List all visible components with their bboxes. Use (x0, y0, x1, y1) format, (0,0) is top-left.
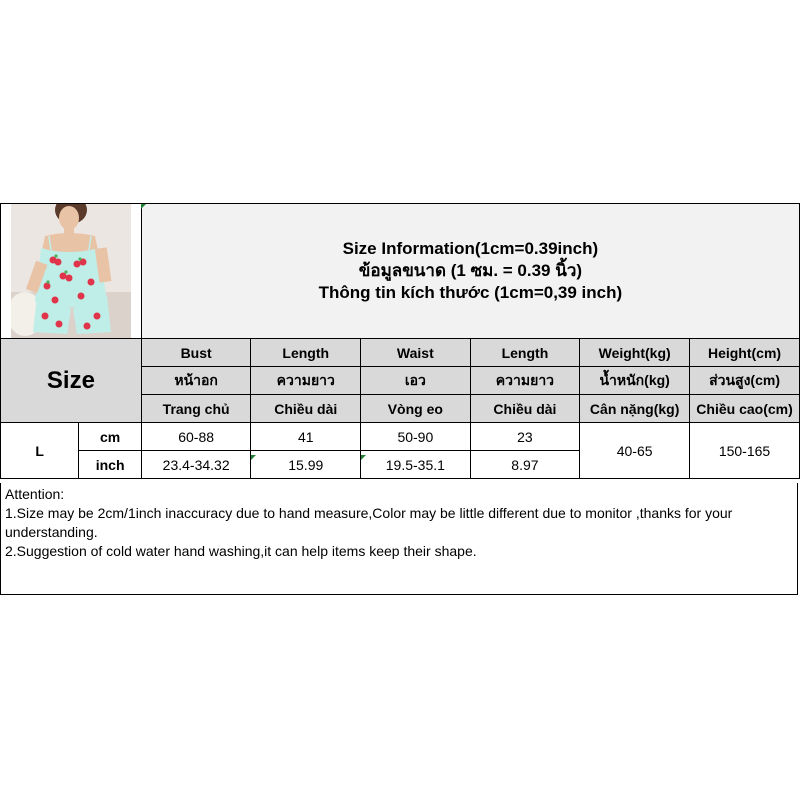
cm-length2: 23 (470, 423, 580, 451)
cell-marker (361, 455, 366, 460)
col-height-th: ส่วนสูง(cm) (690, 367, 800, 395)
title-cell (141, 204, 799, 339)
cell-marker (141, 204, 146, 209)
col-weight-en: Weight(kg) (580, 339, 690, 367)
col-waist-en: Waist (361, 339, 471, 367)
attention-note-2: 2.Suggestion of cold water hand washing,it can help items keep their shape. (5, 543, 477, 559)
size-chart (0, 203, 800, 597)
cm-bust: 60-88 (141, 423, 251, 451)
unit-inch: inch (79, 451, 141, 479)
col-length-en: Length (251, 339, 361, 367)
title-thai: ข้อมูลขนาด (1 ซม. = 0.39 นิ้ว) (358, 261, 583, 280)
col-weight-th: น้ำหนัก(kg) (580, 367, 690, 395)
col-weight-vi: Cân nặng(kg) (580, 395, 690, 423)
col-length2-vi: Chiều dài (470, 395, 580, 423)
inch-bust: 23.4-34.32 (141, 451, 251, 479)
inch-length: 15.99 (251, 451, 361, 479)
cell-marker (251, 455, 256, 460)
attention-heading: Attention: (5, 486, 65, 502)
size-header: Size (1, 339, 142, 423)
height-value: 150-165 (690, 423, 800, 479)
attention-note-1: 1.Size may be 2cm/1inch inaccuracy due to hand measure,Color may be little different due to monitor ,thanks for your understanding. (5, 505, 733, 540)
weight-value: 40-65 (580, 423, 690, 479)
col-height-en: Height(cm) (690, 339, 800, 367)
product-photo (11, 204, 131, 338)
col-length-th: ความยาว (251, 367, 361, 395)
col-length-vi: Chiều dài (251, 395, 361, 423)
cm-length: 41 (251, 423, 361, 451)
col-waist-vi: Vòng eo (361, 395, 471, 423)
col-bust-vi: Trang chủ (141, 395, 251, 423)
col-length2-en: Length (470, 339, 580, 367)
unit-cm: cm (79, 423, 141, 451)
inch-length2: 8.97 (470, 451, 580, 479)
title-vietnamese: Thông tin kích thước (1cm=0,39 inch) (318, 283, 623, 302)
title-english: Size Information(1cm=0.39inch) (342, 239, 599, 258)
cm-waist: 50-90 (361, 423, 471, 451)
inch-waist: 19.5-35.1 (361, 451, 471, 479)
product-photo-cell (1, 204, 142, 339)
col-length2-th: ความยาว (470, 367, 580, 395)
attention-notes (0, 483, 798, 595)
size-table (0, 203, 800, 479)
col-waist-th: เอว (361, 367, 471, 395)
col-bust-th: หน้าอก (141, 367, 251, 395)
col-bust-en: Bust (141, 339, 251, 367)
size-value: L (1, 423, 79, 479)
col-height-vi: Chiều cao(cm) (690, 395, 800, 423)
